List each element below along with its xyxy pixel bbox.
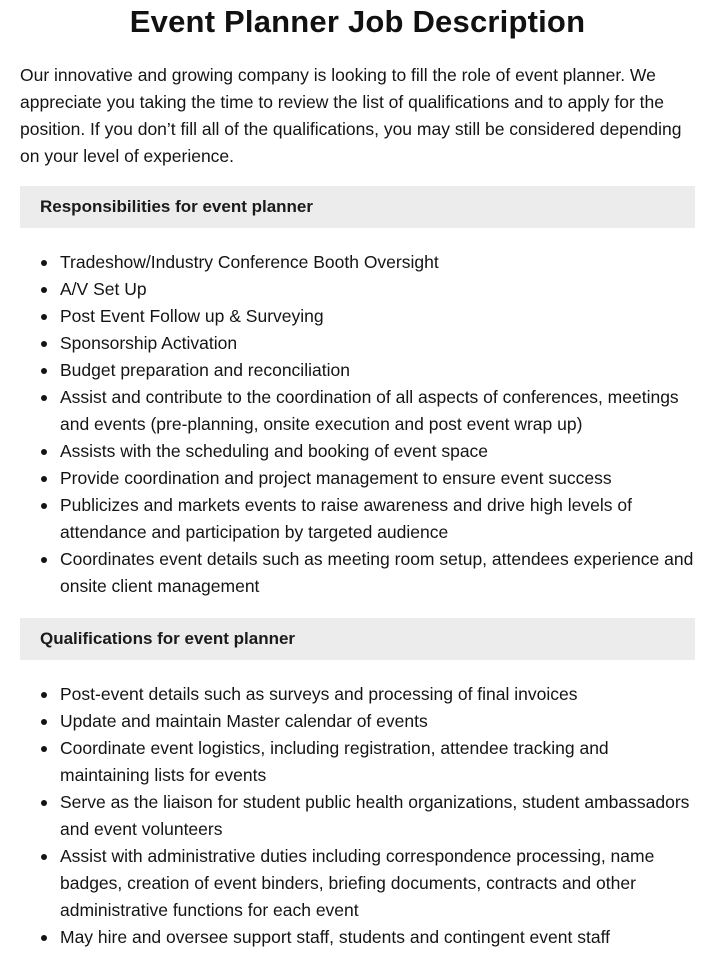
bullet-icon — [41, 854, 47, 860]
list-item-text: Budget preparation and reconciliation — [60, 360, 350, 380]
list-item-text: Assists with the scheduling and booking of event space — [60, 441, 489, 461]
list-item — [20, 330, 695, 357]
list-item — [20, 735, 695, 789]
intro-paragraph: Our innovative and growing company is looking to fill the role of event planner. We appreciate you taking the time to review the list of qualifications and to apply for the position. If you don’t fill all of the qualifications, you may still be considered depending on your level of experience. — [20, 65, 682, 166]
list-item-text: Assist and contribute to the coordination of all aspects of conferences, meetings and events (pre-planning, onsite execution and post event wrap up) — [60, 387, 679, 434]
qualifications-heading: Qualifications for event planner — [20, 618, 695, 660]
list-item — [20, 924, 695, 951]
bullet-icon — [41, 719, 47, 725]
list-item — [20, 276, 695, 303]
responsibilities-heading: Responsibilities for event planner — [20, 186, 695, 228]
list-item-text: Coordinate event logistics, including registration, attendee tracking and maintaining lists for events — [60, 738, 609, 785]
list-item — [20, 438, 695, 465]
list-item — [20, 546, 695, 600]
qualifications-list — [20, 681, 695, 951]
page-title: Event Planner Job Description — [129, 4, 586, 39]
bullet-icon — [41, 395, 47, 401]
list-item — [20, 384, 695, 438]
list-item-text: Serve as the liaison for student public health organizations, student ambassadors and event volunteers — [60, 792, 690, 839]
list-item — [20, 249, 695, 276]
list-item — [20, 789, 695, 843]
bullet-icon — [41, 692, 47, 698]
bullet-icon — [41, 800, 47, 806]
responsibilities-list — [20, 249, 695, 600]
list-item-text: Tradeshow/Industry Conference Booth Oversight — [60, 252, 439, 272]
list-item-text: Publicizes and markets events to raise awareness and drive high levels of attendance and participation by targeted audience — [60, 495, 632, 542]
bullet-icon — [41, 935, 47, 941]
bullet-icon — [41, 368, 47, 374]
list-item — [20, 843, 695, 924]
bullet-icon — [41, 341, 47, 347]
bullet-icon — [41, 314, 47, 320]
bullet-icon — [41, 503, 47, 509]
list-item-text: Sponsorship Activation — [60, 333, 238, 353]
list-item-text: Update and maintain Master calendar of events — [60, 711, 428, 731]
list-item — [20, 303, 695, 330]
bullet-icon — [41, 557, 47, 563]
list-item — [20, 465, 695, 492]
list-item-text: Post-event details such as surveys and processing of final invoices — [60, 684, 578, 704]
list-item-text: May hire and oversee support staff, students and contingent event staff — [60, 927, 610, 947]
bullet-icon — [41, 287, 47, 293]
bullet-icon — [41, 746, 47, 752]
list-item-text: A/V Set Up — [60, 279, 147, 299]
list-item-text: Provide coordination and project management to ensure event success — [60, 468, 612, 488]
list-item — [20, 357, 695, 384]
list-item-text: Post Event Follow up & Surveying — [60, 306, 324, 326]
list-item — [20, 492, 695, 546]
bullet-icon — [41, 476, 47, 482]
list-item — [20, 708, 695, 735]
list-item-text: Coordinates event details such as meeting room setup, attendees experience and onsite client management — [60, 549, 694, 596]
bullet-icon — [41, 260, 47, 266]
list-item — [20, 681, 695, 708]
bullet-icon — [41, 449, 47, 455]
list-item-text: Assist with administrative duties including correspondence processing, name badges, creation of event binders, briefing documents, contracts and other administrative functions for each event — [60, 846, 655, 920]
